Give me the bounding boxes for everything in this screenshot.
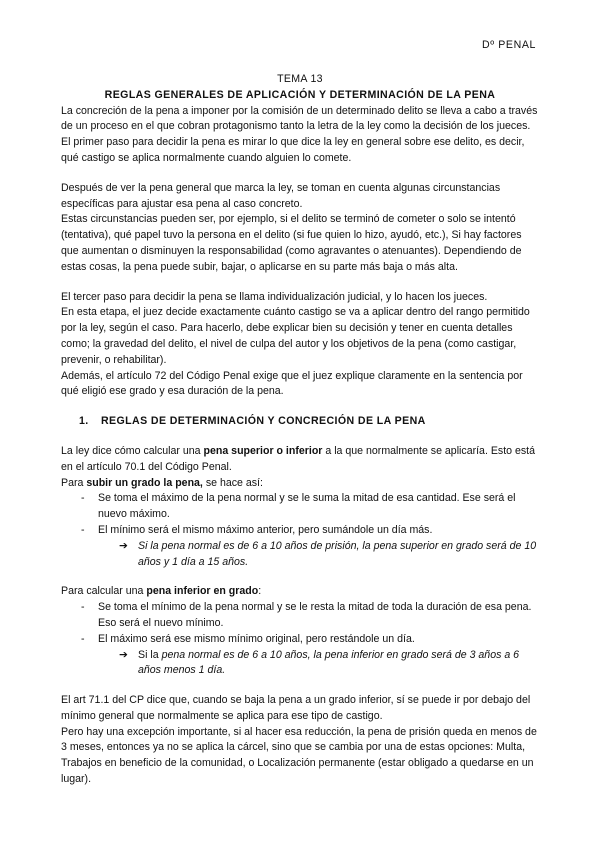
section-number: 1. — [79, 415, 89, 428]
inferior-intro: Para calcular una pena inferior en grado: — [61, 585, 262, 598]
section-paragraph-superior-inferior: La ley dice cómo calcular una pena superior o inferior a la que normalmente se aplicaría. Esto está en el artículo 70.1 del Código Penal. — [61, 444, 536, 473]
superior-rules-list — [61, 491, 539, 538]
list-item: - Se toma el máximo de la pena normal y se le suma la mitad de esa cantidad. Ese será el nuevo máximo. — [61, 491, 539, 523]
inferior-rules-list — [61, 600, 539, 647]
topic-number: TEMA 13 — [277, 73, 323, 85]
section-heading — [79, 414, 539, 430]
intro-paragraph-6: En esta etapa, el juez decide exactamente cuánto castigo se va a aplicar dentro del rango permitido por la ley, según el caso. Para hacerlo, debe explicar bien su decisión y tener en cuenta detalles como; la gravedad del delito, el nivel de culpa del autor y los objetivos de la pena (como castigar, prevenir, o rehabilitar). — [61, 306, 530, 366]
arrow-icon: ➔ — [119, 539, 128, 552]
section-title: REGLAS DE DETERMINACIÓN Y CONCRECIÓN DE LA PENA — [101, 415, 426, 428]
inferior-example: ➔ Si la pena normal es de 6 a 10 años, la pena inferior en grado será de 3 años a 6 años menos 1 día. — [119, 648, 520, 677]
list-item: - El máximo será ese mismo mínimo original, pero restándole un día. — [61, 632, 539, 648]
subject-header: Dº PENAL — [481, 39, 536, 51]
intro-paragraph-3: Después de ver la pena general que marca la ley, se toman en cuenta algunas circunstancias específicas para ajustar esa pena al caso concreto. — [61, 181, 501, 210]
arrow-icon: ➔ — [119, 648, 128, 661]
article-71-paragraph-1: El art 71.1 del CP dice que, cuando se baja la pena a un grado inferior, sí se puede ir por debajo del mínimo general que normalmente se aplica para ese tipo de castigo. — [61, 694, 531, 722]
article-71-paragraph-2: Pero hay una excepción importante, si al hacer esa reducción, la pena de prisión queda en menos de 3 meses, entonces ya no se aplica la cárcel, sino que se cambia por una de estas opciones: Multa, Trabajos en beneficio de la comunidad, o Localización permanente (estar obligado a quedarse en un lugar). — [61, 725, 537, 786]
intro-paragraph-4: Estas circunstancias pueden ser, por ejemplo, si el delito se terminó de cometer o solo se intentó (tentativa), qué papel tuvo la persona en el delito (si fue quien lo hizo, ayudó, etc.), Si hay factores que aumentan o disminuyen la responsabilidad (como agravantes o atenuantes). Dependiendo de estas cosas, la pena puede subir, bajar, o aplicarse en su parte más baja o más alta. — [61, 213, 522, 273]
list-item: - Se toma el mínimo de la pena normal y se le resta la mitad de toda la duración de esa pena. Eso será el nuevo mínimo. — [61, 600, 539, 632]
intro-paragraph-2: El primer paso para decidir la pena es mirar lo que dice la ley en general sobre ese delito, es decir, qué castigo se aplica normalmente cuando alguien lo comete. — [61, 136, 525, 164]
document-body — [61, 72, 539, 788]
list-item: - El mínimo será el mismo máximo anterior, pero sumándole un día más. — [61, 523, 539, 539]
document-title: REGLAS GENERALES DE APLICACIÓN Y DETERMINACIÓN DE LA PENA — [104, 88, 496, 101]
superior-intro: Para subir un grado la pena, se hace así: — [61, 476, 263, 489]
intro-paragraph-1: La concreción de la pena a imponer por la comisión de un determinado delito se lleva a cabo a través de un proceso en el que cobran protagonismo tanto la letra de la ley como la decisión de los jueces. — [61, 104, 538, 133]
superior-example: ➔ Si la pena normal es de 6 a 10 años de prisión, la pena superior en grado será de 10 años y 1 día a 15 años. — [119, 539, 537, 568]
intro-paragraph-7: Además, el artículo 72 del Código Penal exige que el juez explique claramente en la sentencia por qué eligió ese grado y esa duración de la pena. — [61, 369, 523, 398]
intro-paragraph-5: El tercer paso para decidir la pena se llama individualización judicial, y lo hacen los jueces. — [61, 290, 488, 303]
